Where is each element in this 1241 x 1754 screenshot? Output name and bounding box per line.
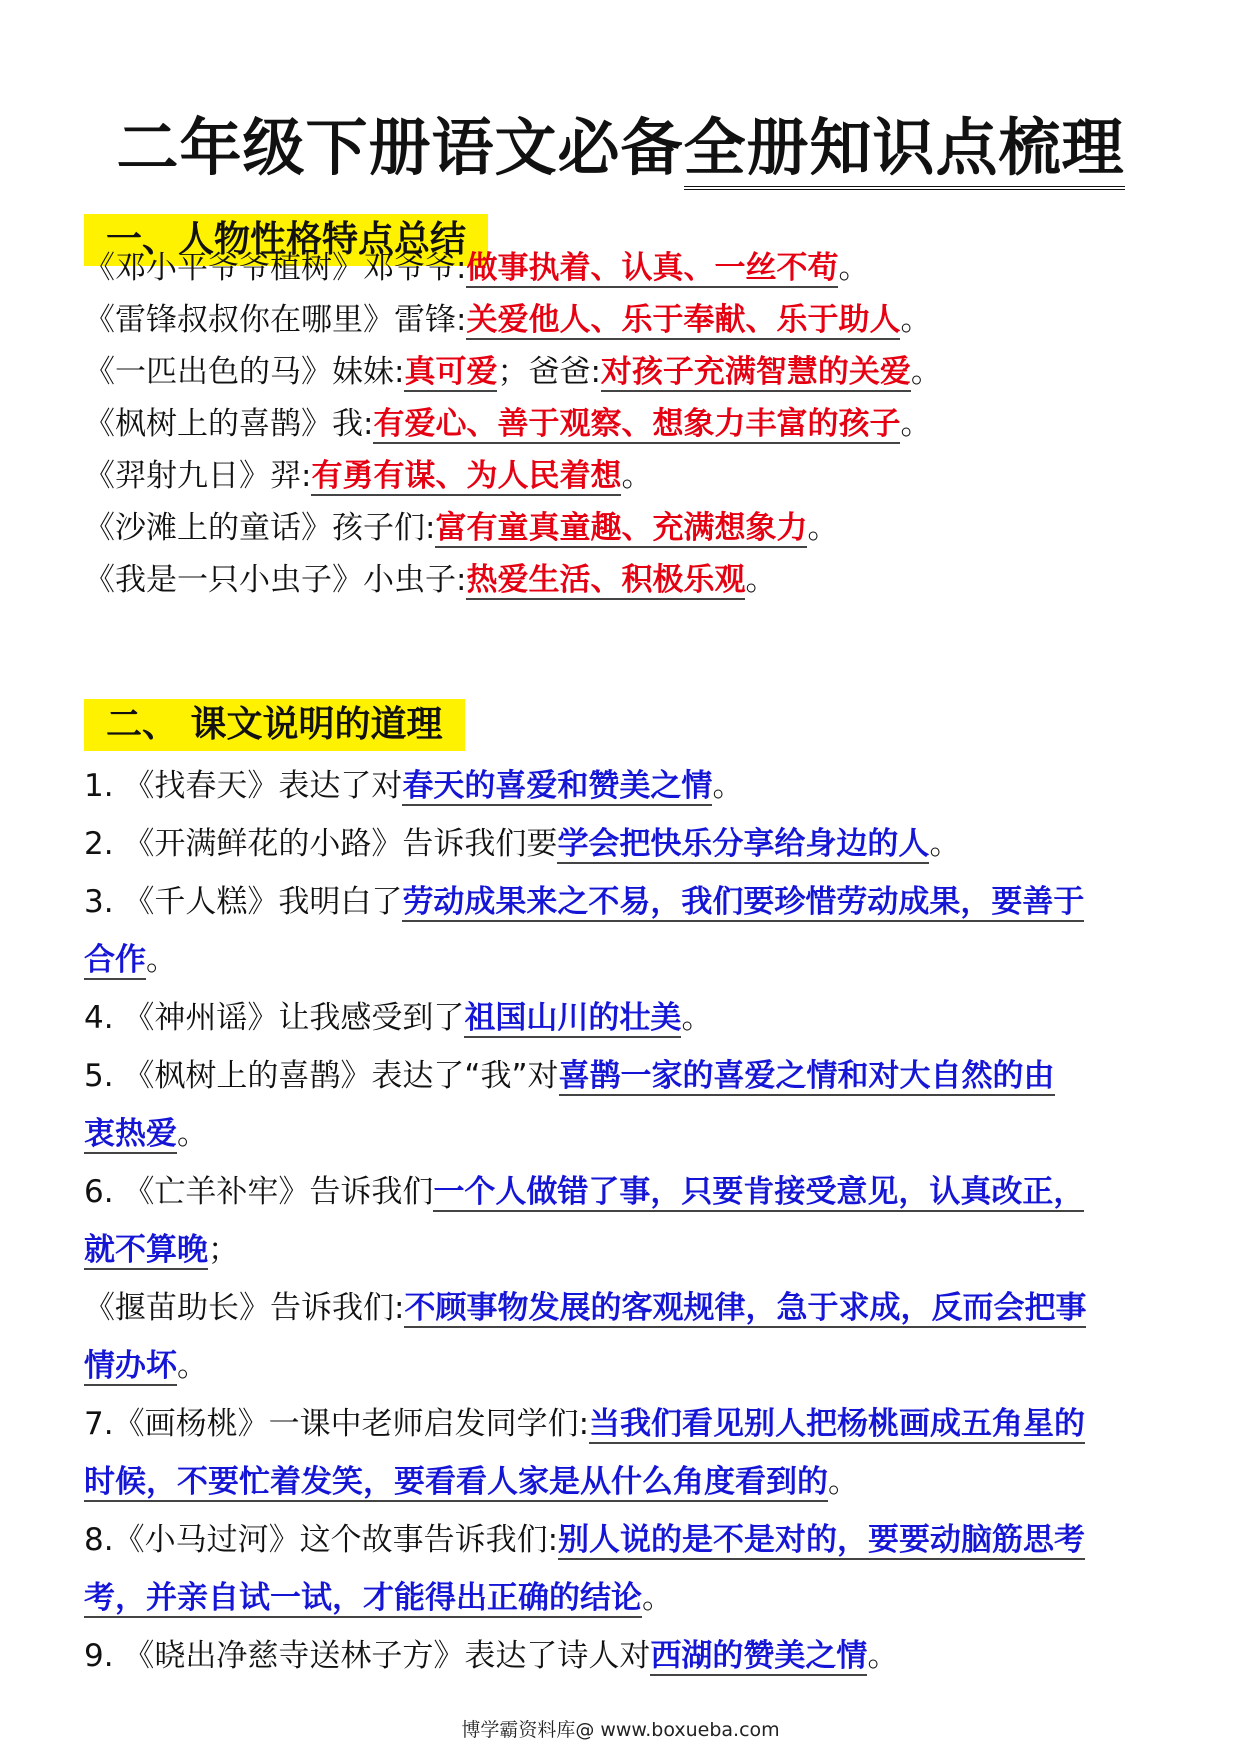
lesson-line <box>84 1395 1164 1453</box>
line-prefix: 6. 《亡羊补牢》告诉我们 <box>84 1174 434 1210</box>
line-prefix: 7.《画杨桃》一课中老师启发同学们: <box>84 1406 590 1442</box>
lesson-line <box>84 1453 1164 1511</box>
line-suffix: 。 <box>745 562 777 598</box>
line-mid: ；爸爸: <box>497 354 601 390</box>
character-line <box>84 551 1164 609</box>
line-prefix: 《一匹出色的马》妹妹: <box>84 354 405 390</box>
lesson-line <box>84 989 1164 1047</box>
lesson-line <box>84 1569 1164 1627</box>
lesson-line <box>84 873 1164 931</box>
character-line <box>84 291 1164 349</box>
line-prefix: 《揠苗助长》告诉我们: <box>84 1290 405 1326</box>
blue-highlight: 不顾事物发展的客观规律，急于求成，反而会把事 <box>404 1290 1087 1326</box>
blue-highlight: 一个人做错了事，只要肯接受意见，认真改正， <box>433 1174 1085 1210</box>
lesson-line <box>84 1163 1164 1221</box>
line-prefix: 9. 《晓出净慈寺送林子方》表达了诗人对 <box>84 1638 651 1674</box>
blue-highlight: 衷热爱 <box>84 1116 177 1152</box>
line-suffix: 。 <box>681 1000 713 1036</box>
line-prefix: 《枫树上的喜鹊》我: <box>84 406 374 442</box>
character-line <box>84 499 1164 557</box>
blue-highlight: 西湖的赞美之情 <box>650 1638 868 1674</box>
line-suffix: 。 <box>621 458 653 494</box>
line-suffix: 。 <box>642 1580 673 1616</box>
blue-highlight: 劳动成果来之不易，我们要珍惜劳动成果，要善于 <box>402 884 1085 920</box>
line-prefix: 《我是一只小虫子》小虫子: <box>84 562 467 598</box>
title-part1: 二年级下册语文必备 <box>116 111 684 184</box>
line-suffix: 。 <box>910 354 942 390</box>
red-highlight: 真可爱 <box>404 354 498 390</box>
section1-heading: 一、人物性格特点总结 <box>84 214 488 266</box>
line-prefix: 《沙滩上的童话》孩子们: <box>84 510 436 546</box>
lesson-line <box>84 931 1164 989</box>
blue-highlight: 学会把快乐分享给身边的人 <box>557 826 930 862</box>
blue-highlight: 合作 <box>84 942 146 978</box>
line-suffix: 。 <box>807 510 839 546</box>
red-highlight: 富有童真童趣、充满想象力 <box>435 510 808 546</box>
blue-highlight: 考，并亲自试一试，才能得出正确的结论 <box>84 1580 642 1616</box>
line-suffix: 。 <box>177 1348 208 1384</box>
line-prefix: 3. 《千人糕》我明白了 <box>84 884 403 920</box>
title-part2-underlined: 全册知识点梳理 <box>684 111 1125 190</box>
blue-highlight: 春天的喜爱和赞美之情 <box>402 768 713 804</box>
lesson-line <box>84 757 1164 815</box>
lesson-line <box>84 1047 1164 1105</box>
line-suffix: 。 <box>900 302 932 338</box>
lesson-line <box>84 1279 1164 1337</box>
character-line <box>84 343 1164 401</box>
blue-highlight: 情办坏 <box>84 1348 177 1384</box>
character-line <box>84 239 1164 297</box>
lesson-line <box>84 1221 1164 1279</box>
red-highlight: 关爱他人、乐于奉献、乐于助人 <box>466 302 901 338</box>
line-suffix: 。 <box>177 1116 208 1152</box>
line-prefix: 2. 《开满鲜花的小路》告诉我们要 <box>84 826 558 862</box>
character-line <box>84 447 1164 505</box>
blue-highlight: 喜鹊一家的喜爱之情和对大自然的由 <box>558 1058 1055 1094</box>
blue-highlight: 祖国山川的壮美 <box>464 1000 682 1036</box>
lesson-line <box>84 1627 1164 1685</box>
lesson-line <box>84 1105 1164 1163</box>
character-line <box>84 395 1164 453</box>
line-prefix: 4. 《神州谣》让我感受到了 <box>84 1000 465 1036</box>
line-suffix: ； <box>208 1232 239 1268</box>
line-prefix: 《邓小平爷爷植树》邓爷爷: <box>84 250 467 286</box>
lesson-line <box>84 1511 1164 1569</box>
footer-watermark: 博学霸资料库@ www.boxueba.com <box>461 1719 780 1741</box>
line-suffix: 。 <box>828 1464 859 1500</box>
line-suffix: 。 <box>929 826 961 862</box>
line-suffix: 。 <box>838 250 870 286</box>
line-prefix: 8.《小马过河》这个故事告诉我们: <box>84 1522 559 1558</box>
line-prefix: 1. 《找春天》表达了对 <box>84 768 403 804</box>
red-highlight: 做事执着、认真、一丝不苟 <box>466 250 839 286</box>
line-prefix: 《雷锋叔叔你在哪里》雷锋: <box>84 302 467 338</box>
page-title <box>0 108 1241 188</box>
line-suffix: 。 <box>146 942 177 978</box>
line-suffix: 。 <box>867 1638 899 1674</box>
blue-highlight: 时候，不要忙着发笑，要看看人家是从什么角度看到的 <box>84 1464 828 1500</box>
line-prefix: 《羿射九日》羿: <box>84 458 312 494</box>
blue-highlight: 别人说的是不是对的，要要动脑筋思考 <box>558 1522 1086 1558</box>
red-highlight: 有爱心、善于观察、想象力丰富的孩子 <box>373 406 901 442</box>
line-prefix: 5. 《枫树上的喜鹊》表达了“我”对 <box>84 1058 559 1094</box>
lesson-line <box>84 1337 1164 1395</box>
line-suffix: 。 <box>712 768 744 804</box>
lesson-line <box>84 815 1164 873</box>
red-highlight: 有勇有谋、为人民着想 <box>311 458 622 494</box>
red-highlight: 热爱生活、积极乐观 <box>466 562 746 598</box>
blue-highlight: 当我们看见别人把杨桃画成五角星的 <box>589 1406 1086 1442</box>
blue-highlight: 就不算晚 <box>84 1232 208 1268</box>
section2-heading: 二、 课文说明的道理 <box>84 699 465 751</box>
line-suffix: 。 <box>900 406 932 442</box>
red-highlight: 对孩子充满智慧的关爱 <box>600 354 911 390</box>
